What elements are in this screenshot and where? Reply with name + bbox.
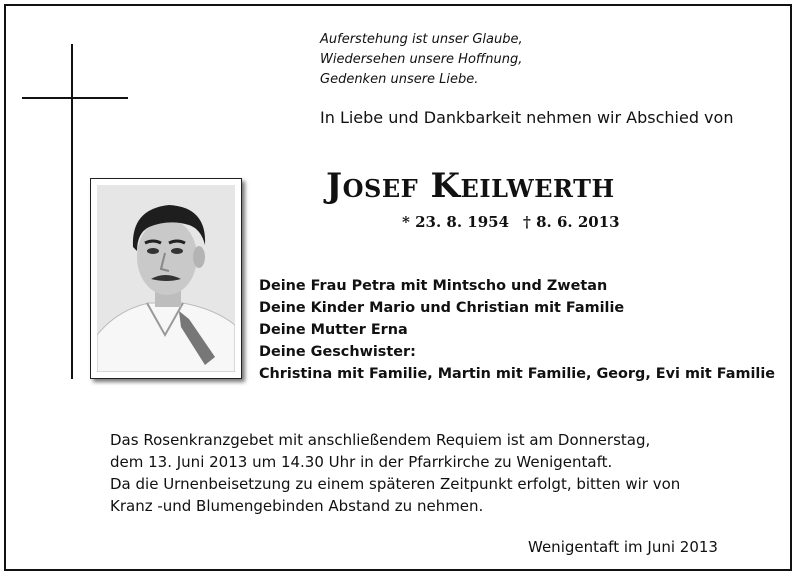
mourner-line: Deine Geschwister: — [259, 344, 416, 360]
birth-date: * 23. 8. 1954 — [402, 213, 510, 231]
announcement-line: Da die Urnenbeisetzung zu einem späteren Zeitpunkt erfolgt, bitten wir von — [110, 475, 681, 493]
motto-line: Auferstehung ist unser Glaube, — [320, 32, 523, 47]
cross-horizontal-bar — [22, 97, 128, 99]
motto-line: Gedenken unsere Liebe. — [320, 72, 479, 87]
mourner-line: Deine Frau Petra mit Mintscho und Zwetan — [259, 278, 608, 294]
mourner-line: Christina mit Familie, Martin mit Familie, Georg, Evi mit Familie — [259, 366, 776, 382]
announcement-line: Kranz -und Blumengebinden Abstand zu nehmen. — [110, 497, 484, 515]
life-dates — [402, 213, 634, 231]
place-and-date: Wenigentaft im Juni 2013 — [528, 538, 718, 556]
service-announcement — [110, 429, 680, 517]
portrait-frame — [90, 178, 242, 379]
motto — [320, 30, 523, 90]
deceased-name: Josef Keilwerth — [326, 166, 615, 206]
announcement-line: dem 13. Juni 2013 um 14.30 Uhr in der Pfarrkirche zu Wenigentaft. — [110, 453, 613, 471]
announcement-line: Das Rosenkranzgebet mit anschließendem Requiem ist am Donnerstag, — [110, 431, 651, 449]
portrait-photo — [97, 185, 235, 372]
mourners-list — [259, 275, 775, 385]
mourner-line: Deine Kinder Mario und Christian mit Familie — [259, 300, 625, 316]
death-date: † 8. 6. 2013 — [523, 213, 620, 231]
mourner-line: Deine Mutter Erna — [259, 322, 408, 338]
farewell-intro: In Liebe und Dankbarkeit nehmen wir Abschied von — [320, 108, 734, 127]
motto-line: Wiedersehen unsere Hoffnung, — [320, 52, 523, 67]
cross-vertical-bar — [71, 44, 73, 379]
